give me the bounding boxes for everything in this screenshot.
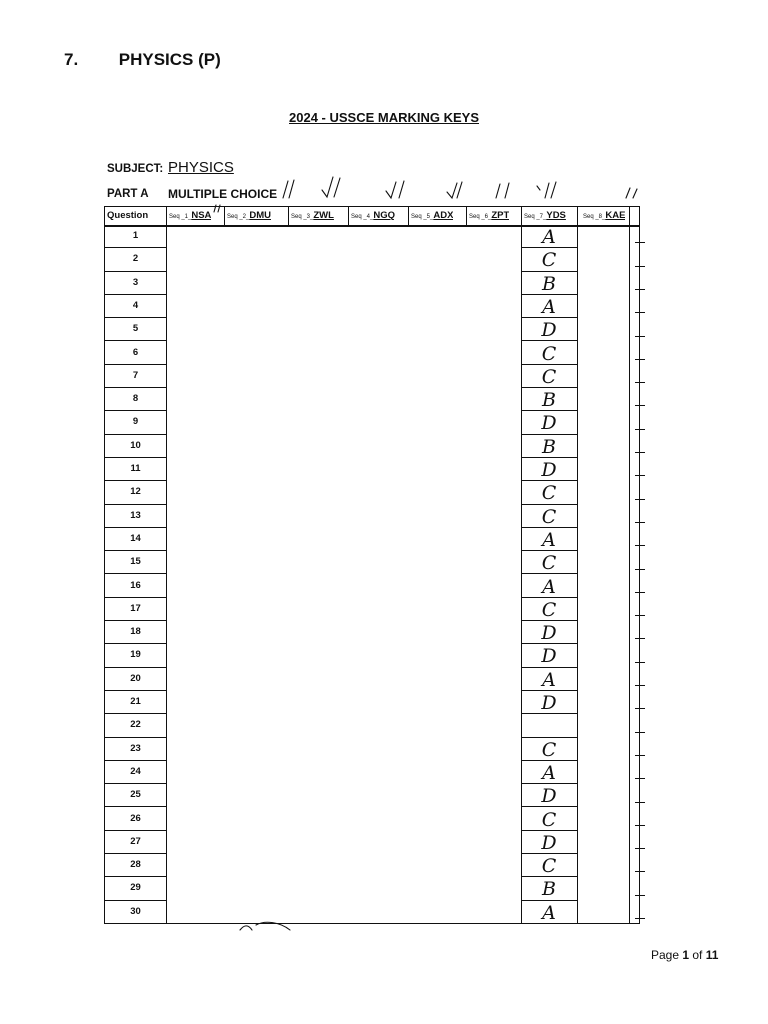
row-tick bbox=[635, 848, 645, 849]
seq-code: YDS bbox=[546, 210, 566, 221]
row-tick bbox=[635, 242, 645, 243]
seq-prefix: Seq _6_ bbox=[469, 214, 492, 220]
row-tick bbox=[635, 266, 645, 267]
seq-code: ADX bbox=[433, 210, 454, 221]
question-number: 4 bbox=[105, 295, 166, 318]
question-number: 27 bbox=[105, 831, 166, 854]
page-footer bbox=[651, 948, 718, 962]
seq-header-1 bbox=[169, 207, 211, 225]
answer-cell: B bbox=[521, 877, 577, 900]
part-label: PART A bbox=[107, 188, 149, 200]
seq-code: ZPT bbox=[491, 210, 510, 221]
question-header: Question bbox=[107, 210, 149, 221]
row-tick bbox=[635, 545, 645, 546]
question-number: 12 bbox=[105, 481, 166, 504]
marking-key-table bbox=[104, 206, 640, 924]
seq-header-5 bbox=[411, 207, 453, 225]
column-divider bbox=[288, 207, 289, 225]
row-tick bbox=[635, 918, 645, 919]
page-total: 11 bbox=[705, 948, 719, 962]
question-column bbox=[105, 225, 166, 923]
seq-prefix: Seq _8_ bbox=[583, 214, 606, 220]
row-tick bbox=[635, 452, 645, 453]
answer-cell: A bbox=[521, 528, 577, 551]
question-number: 23 bbox=[105, 738, 166, 761]
seq-prefix: Seq _2_ bbox=[227, 214, 250, 220]
row-tick bbox=[635, 755, 645, 756]
answer-cell: B bbox=[521, 435, 577, 458]
seq-header-3 bbox=[291, 207, 334, 225]
question-number: 11 bbox=[105, 458, 166, 481]
section-number: 7. bbox=[64, 50, 79, 69]
question-number: 28 bbox=[105, 854, 166, 877]
tick-mark bbox=[386, 181, 404, 198]
seq-prefix: Seq _1_ bbox=[169, 214, 192, 220]
answer-column-seq7 bbox=[521, 225, 577, 923]
answer-cell: C bbox=[521, 854, 577, 877]
table-header-row bbox=[105, 207, 639, 227]
seq-prefix: Seq _5_ bbox=[411, 214, 434, 220]
question-number: 3 bbox=[105, 272, 166, 295]
footer-middle: of bbox=[689, 948, 706, 962]
answer-cell: A bbox=[521, 225, 577, 248]
section-title: PHYSICS (P) bbox=[118, 50, 221, 69]
answer-cell: C bbox=[521, 342, 577, 365]
answer-cell: D bbox=[521, 318, 577, 341]
row-tick bbox=[635, 312, 645, 313]
answer-cell: A bbox=[521, 575, 577, 598]
question-number: 26 bbox=[105, 808, 166, 831]
answer-cell: A bbox=[521, 295, 577, 318]
answer-cell: B bbox=[521, 272, 577, 295]
question-number: 30 bbox=[105, 901, 166, 924]
column-divider bbox=[166, 207, 167, 923]
question-number: 19 bbox=[105, 644, 166, 667]
answer-cell: C bbox=[521, 738, 577, 761]
question-number: 25 bbox=[105, 784, 166, 807]
question-number: 17 bbox=[105, 598, 166, 621]
row-tick bbox=[635, 522, 645, 523]
answer-cell: D bbox=[521, 831, 577, 854]
tick-mark bbox=[283, 180, 294, 198]
row-tick bbox=[635, 615, 645, 616]
row-tick bbox=[635, 662, 645, 663]
question-number: 13 bbox=[105, 505, 166, 528]
row-tick bbox=[635, 802, 645, 803]
question-number: 16 bbox=[105, 575, 166, 598]
column-divider bbox=[224, 207, 225, 225]
row-tick bbox=[635, 895, 645, 896]
tick-mark bbox=[322, 177, 340, 197]
column-divider bbox=[577, 207, 578, 923]
question-number: 20 bbox=[105, 668, 166, 691]
question-number: 7 bbox=[105, 365, 166, 388]
row-tick bbox=[635, 405, 645, 406]
part-value: MULTIPLE CHOICE bbox=[168, 187, 278, 201]
seq-header-6 bbox=[469, 207, 509, 225]
answer-cell: D bbox=[521, 458, 577, 481]
row-tick bbox=[635, 289, 645, 290]
seq-header-8 bbox=[583, 207, 625, 225]
row-tick bbox=[635, 382, 645, 383]
answer-cell: D bbox=[521, 784, 577, 807]
seq8-tick-column bbox=[631, 225, 641, 923]
row-tick bbox=[635, 359, 645, 360]
question-number: 1 bbox=[105, 225, 166, 248]
row-tick bbox=[635, 708, 645, 709]
row-tick bbox=[635, 336, 645, 337]
tick-mark bbox=[496, 183, 509, 198]
row-tick bbox=[635, 475, 645, 476]
question-number: 10 bbox=[105, 435, 166, 458]
row-tick bbox=[635, 778, 645, 779]
tick-mark bbox=[626, 188, 637, 198]
row-tick bbox=[635, 825, 645, 826]
answer-cell: A bbox=[521, 901, 577, 924]
answer-cell: D bbox=[521, 621, 577, 644]
answer-cell: C bbox=[521, 248, 577, 271]
question-number: 14 bbox=[105, 528, 166, 551]
answer-cell: C bbox=[521, 481, 577, 504]
question-number: 24 bbox=[105, 761, 166, 784]
question-number: 18 bbox=[105, 621, 166, 644]
row-tick bbox=[635, 499, 645, 500]
tick-mark bbox=[537, 182, 556, 198]
seq-header-4 bbox=[351, 207, 395, 225]
seq-code: DMU bbox=[249, 210, 271, 221]
subject-value: PHYSICS bbox=[168, 159, 234, 176]
answer-cell: A bbox=[521, 668, 577, 691]
column-divider bbox=[629, 207, 630, 923]
question-number: 2 bbox=[105, 248, 166, 271]
answer-cell: D bbox=[521, 411, 577, 434]
question-number: 21 bbox=[105, 691, 166, 714]
answer-cell: C bbox=[521, 505, 577, 528]
subject-label: SUBJECT: bbox=[107, 163, 164, 175]
answer-cell: A bbox=[521, 761, 577, 784]
question-number: 5 bbox=[105, 318, 166, 341]
tick-mark bbox=[447, 182, 462, 198]
column-divider bbox=[348, 207, 349, 225]
row-tick bbox=[635, 592, 645, 593]
footer-prefix: Page bbox=[651, 948, 683, 962]
answer-cell: D bbox=[521, 644, 577, 667]
seq-prefix: Seq _7_ bbox=[524, 214, 547, 220]
seq-code: KAE bbox=[605, 210, 626, 221]
question-number: 9 bbox=[105, 411, 166, 434]
row-tick bbox=[635, 685, 645, 686]
row-tick bbox=[635, 638, 645, 639]
answer-cell: C bbox=[521, 551, 577, 574]
answer-cell: C bbox=[521, 808, 577, 831]
answer-cell bbox=[521, 714, 577, 737]
question-number: 22 bbox=[105, 714, 166, 737]
column-divider bbox=[408, 207, 409, 225]
seq-prefix: Seq _3_ bbox=[291, 214, 314, 220]
question-number: 6 bbox=[105, 342, 166, 365]
answer-cell: C bbox=[521, 365, 577, 388]
seq-prefix: Seq _4_ bbox=[351, 214, 374, 220]
seq-code: NGQ bbox=[373, 210, 395, 221]
question-number: 15 bbox=[105, 551, 166, 574]
seq-code: ZWL bbox=[313, 210, 334, 221]
answer-cell: B bbox=[521, 388, 577, 411]
row-tick bbox=[635, 569, 645, 570]
seq-code: NSA bbox=[191, 210, 212, 221]
seq-header-7 bbox=[524, 207, 566, 225]
answer-cell: C bbox=[521, 598, 577, 621]
question-number: 29 bbox=[105, 877, 166, 900]
seq-header-2 bbox=[227, 207, 271, 225]
page-current: 1 bbox=[682, 948, 690, 962]
subtitle-text: 2024 - USSCE MARKING KEYS bbox=[289, 110, 479, 125]
answer-cell: D bbox=[521, 691, 577, 714]
row-tick bbox=[635, 871, 645, 872]
row-tick bbox=[635, 429, 645, 430]
question-number: 8 bbox=[105, 388, 166, 411]
column-divider bbox=[466, 207, 467, 225]
row-tick bbox=[635, 732, 645, 733]
